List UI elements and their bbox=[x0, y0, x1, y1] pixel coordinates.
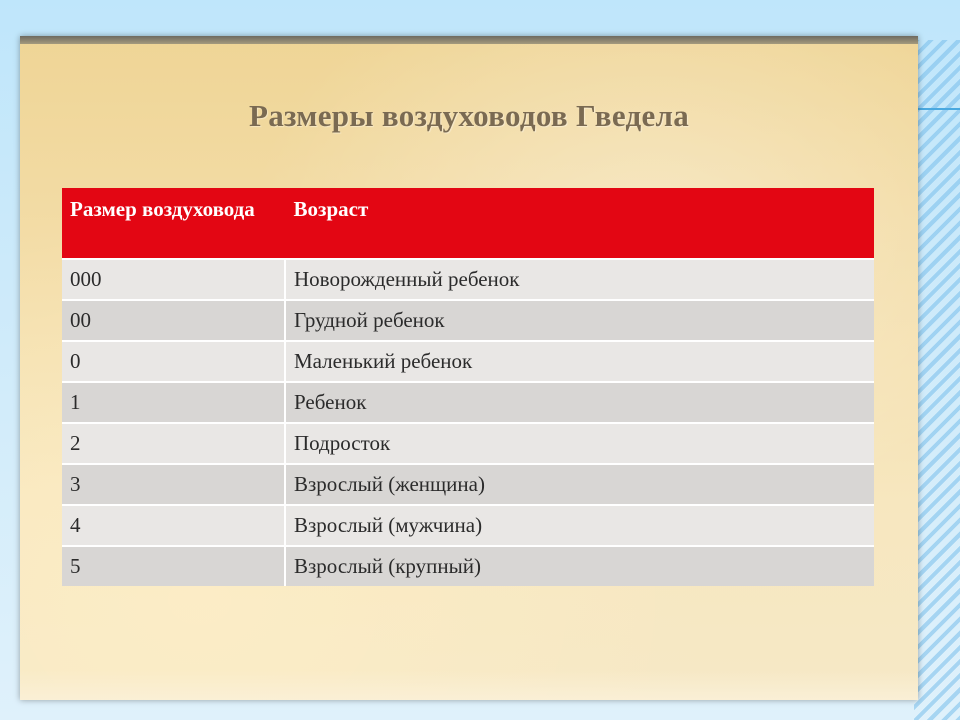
table-row bbox=[62, 341, 874, 382]
cell-age: Взрослый (крупный) bbox=[285, 546, 874, 586]
table-row bbox=[62, 382, 874, 423]
cell-size: 000 bbox=[62, 259, 285, 300]
cell-age: Новорожденный ребенок bbox=[285, 259, 874, 300]
cell-size: 2 bbox=[62, 423, 285, 464]
table-row bbox=[62, 300, 874, 341]
header-age: Возраст bbox=[285, 188, 874, 259]
table-row bbox=[62, 423, 874, 464]
cell-age: Подросток bbox=[285, 423, 874, 464]
decorative-stripes bbox=[914, 40, 960, 720]
cell-age: Ребенок bbox=[285, 382, 874, 423]
table-row bbox=[62, 259, 874, 300]
cell-size: 00 bbox=[62, 300, 285, 341]
cell-age: Взрослый (мужчина) bbox=[285, 505, 874, 546]
cell-size: 0 bbox=[62, 341, 285, 382]
cell-size: 5 bbox=[62, 546, 285, 586]
table-header-row bbox=[62, 188, 874, 259]
accent-line bbox=[918, 108, 960, 110]
table-row bbox=[62, 464, 874, 505]
cell-size: 3 bbox=[62, 464, 285, 505]
table-row bbox=[62, 546, 874, 586]
cell-age: Маленький ребенок bbox=[285, 341, 874, 382]
airway-sizes-table bbox=[62, 188, 874, 586]
table-row bbox=[62, 505, 874, 546]
cell-size: 1 bbox=[62, 382, 285, 423]
cell-age: Грудной ребенок bbox=[285, 300, 874, 341]
header-size: Размер воздуховода bbox=[62, 188, 285, 259]
cell-size: 4 bbox=[62, 505, 285, 546]
cell-age: Взрослый (женщина) bbox=[285, 464, 874, 505]
slide-title: Размеры воздуховодов Гведела bbox=[248, 98, 690, 133]
slide bbox=[20, 36, 918, 700]
